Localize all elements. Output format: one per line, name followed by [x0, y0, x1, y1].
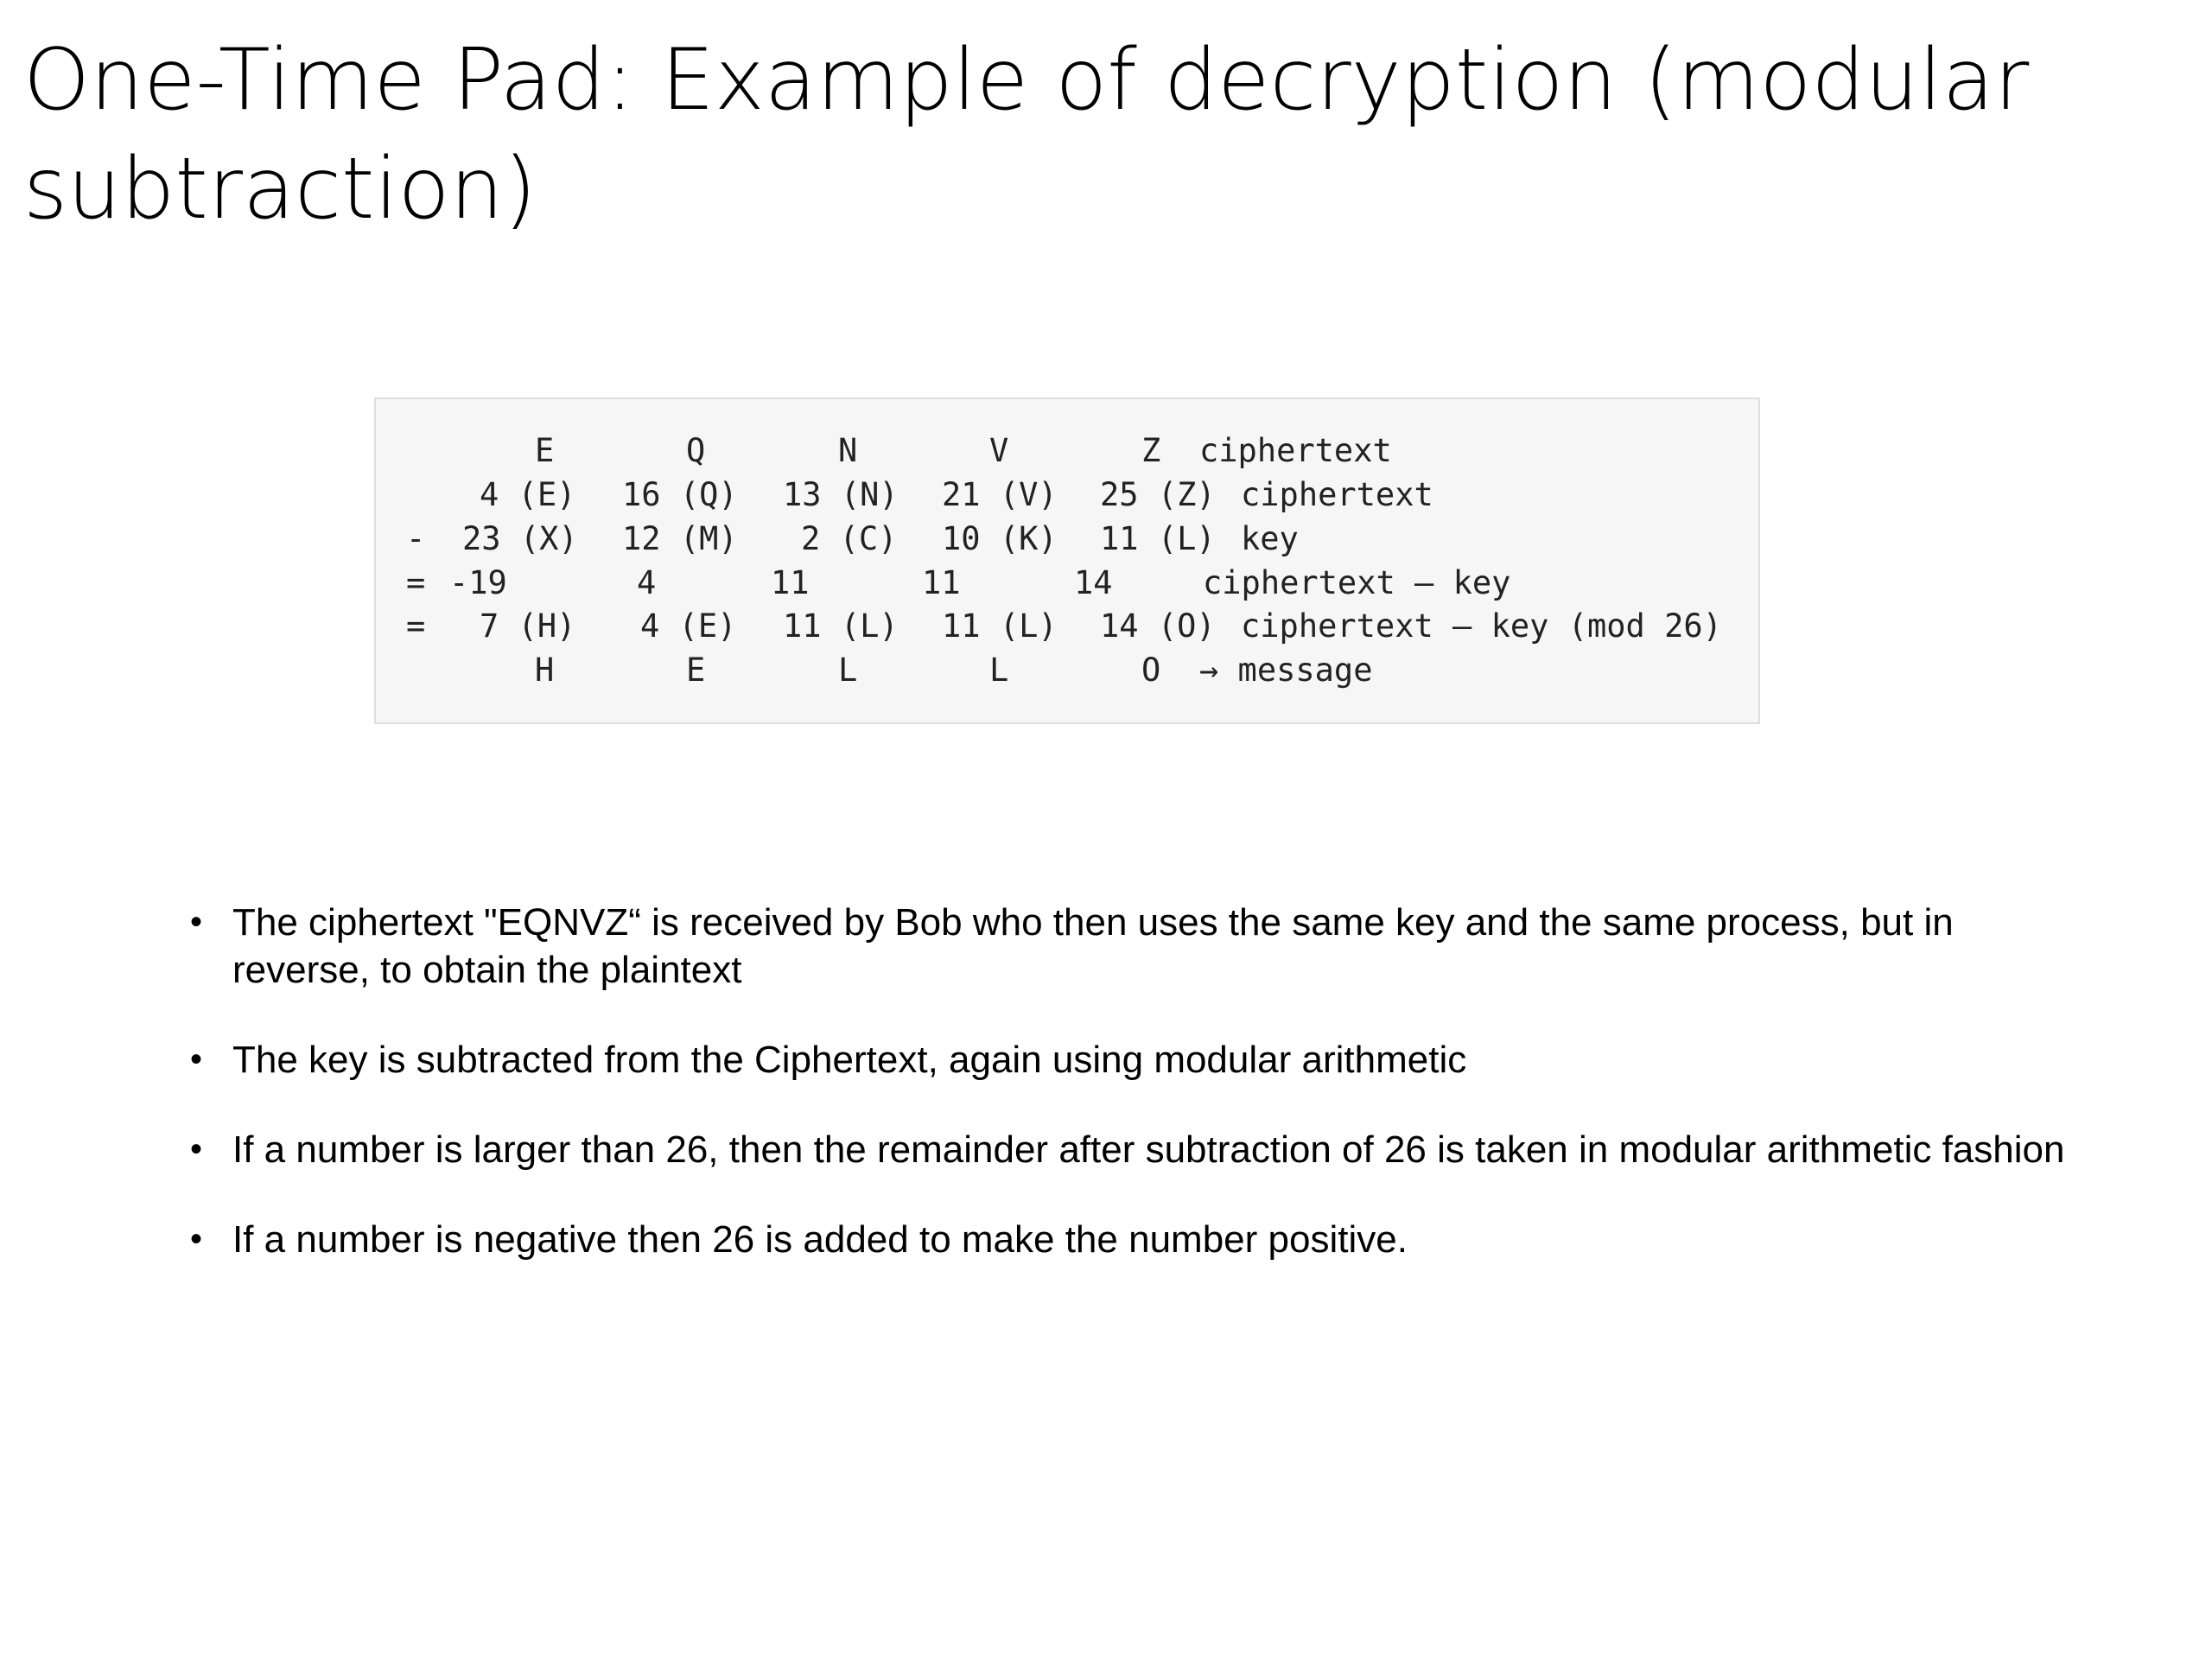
bullet-list — [190, 899, 2091, 1306]
code-row — [376, 429, 1758, 473]
code-cell: 11 — [771, 564, 810, 601]
code-cell: H — [535, 652, 555, 689]
code-row — [376, 474, 1758, 517]
code-cell: 21 (V) — [942, 476, 1058, 513]
bullet-icon: • — [190, 1040, 203, 1078]
code-cell: E — [535, 432, 555, 469]
code-cell: N — [838, 432, 858, 469]
code-cell: 23 (X) — [462, 520, 578, 557]
code-block — [374, 397, 1760, 724]
code-operator: = — [406, 564, 426, 601]
code-cell: 11 — [922, 564, 961, 601]
code-cell: 16 (Q) — [622, 476, 738, 513]
code-note: ciphertext – key — [1203, 564, 1511, 601]
code-cell: 25 (Z) — [1100, 476, 1216, 513]
code-cell: 11 (L) — [1100, 520, 1216, 557]
code-cell: E — [686, 652, 706, 689]
bullet-item — [190, 899, 2091, 994]
code-cell: 4 — [637, 564, 657, 601]
code-cell: O — [1141, 652, 1161, 689]
code-cell: 14 (O) — [1100, 607, 1216, 645]
code-cell: L — [838, 652, 858, 689]
bullet-item — [190, 1216, 2091, 1263]
code-row — [376, 605, 1758, 648]
code-row — [376, 518, 1758, 561]
bullet-icon: • — [190, 903, 203, 941]
code-cell: 4 (E) — [480, 476, 576, 513]
code-cell: 11 (L) — [942, 607, 1058, 645]
code-cell: 10 (K) — [942, 520, 1058, 557]
code-note: → message — [1199, 652, 1373, 689]
code-note: ciphertext — [1199, 432, 1392, 469]
bullet-item — [190, 1126, 2091, 1173]
bullet-icon: • — [190, 1220, 203, 1258]
bullet-text: The ciphertext "EQNVZ“ is received by Bob who then uses the same key and the same process, but in reverse, to obtain the plaintext — [232, 901, 1954, 991]
code-cell: 13 (N) — [783, 476, 899, 513]
code-cell: Z — [1141, 432, 1161, 469]
code-cell: L — [989, 652, 1009, 689]
code-cell: Q — [686, 432, 706, 469]
code-operator: = — [406, 607, 426, 645]
code-cell: 2 (C) — [801, 520, 898, 557]
code-cell: 14 — [1074, 564, 1113, 601]
code-row — [376, 562, 1758, 605]
code-row — [376, 649, 1758, 692]
bullet-text: If a number is negative then 26 is added to make the number positive. — [232, 1218, 1408, 1261]
code-cell: 11 (L) — [783, 607, 899, 645]
bullet-text: The key is subtracted from the Ciphertext, again using modular arithmetic — [232, 1039, 1467, 1081]
code-note: ciphertext — [1241, 476, 1433, 513]
bullet-icon: • — [190, 1130, 203, 1168]
code-note: ciphertext – key (mod 26) — [1241, 607, 1722, 645]
bullet-item — [190, 1036, 2091, 1084]
code-operator: - — [406, 520, 426, 557]
code-cell: 12 (M) — [622, 520, 738, 557]
code-cell: 7 (H) — [480, 607, 576, 645]
code-note: key — [1241, 520, 1299, 557]
slide-title: One-Time Pad: Example of decryption (modular subtraction) — [23, 31, 2030, 238]
code-cell: -19 — [449, 564, 507, 601]
code-cell: 4 (E) — [640, 607, 737, 645]
bullet-text: If a number is larger than 26, then the remainder after subtraction of 26 is taken in modular arithmetic fashion — [232, 1128, 2065, 1171]
code-cell: V — [989, 432, 1009, 469]
